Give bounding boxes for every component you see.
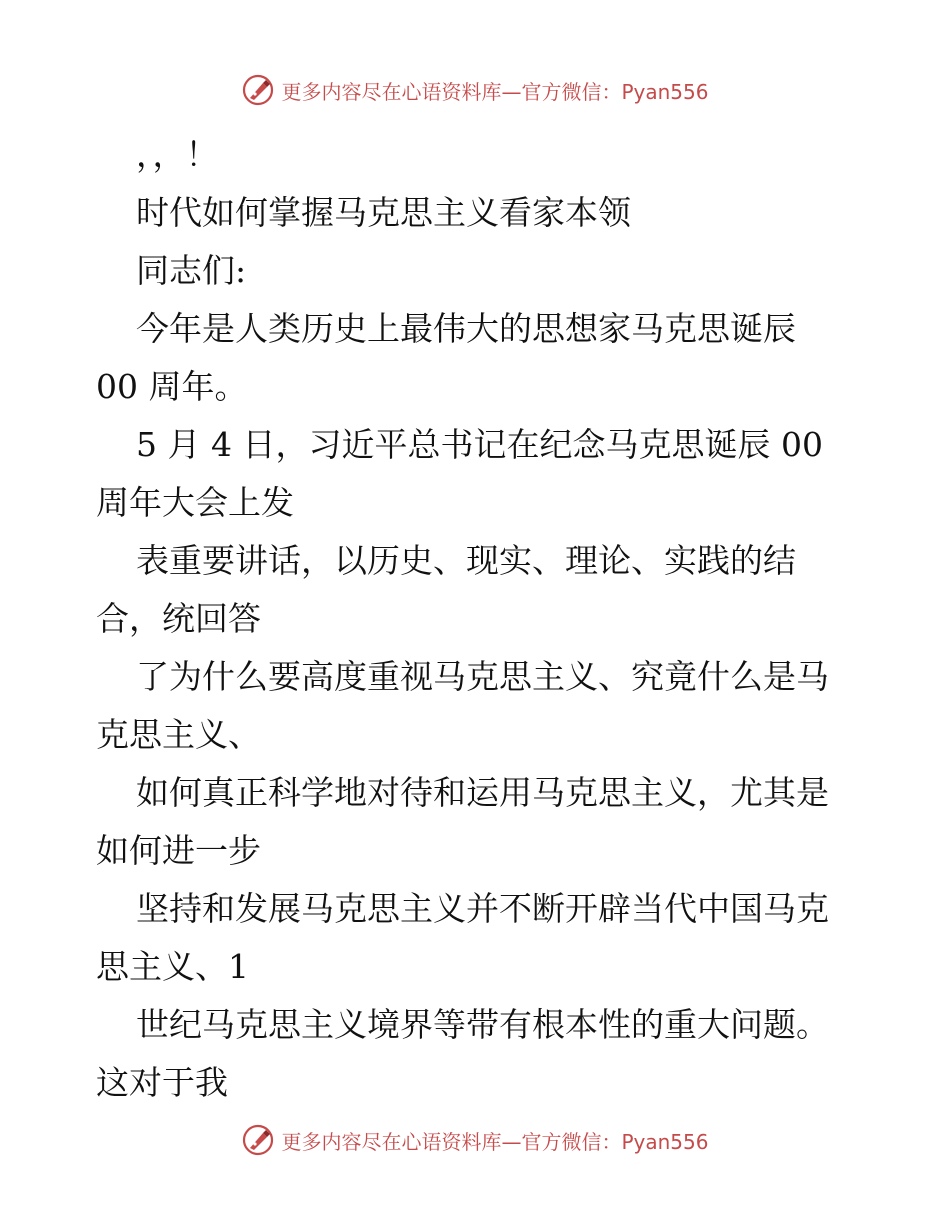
- header-watermark: [0, 70, 950, 110]
- text-line: 周年大会上发: [96, 483, 294, 522]
- document-title: 时代如何掌握马克思主义看家本领: [136, 193, 631, 232]
- pen-nib-logo-icon: [241, 1123, 275, 1157]
- salutation: 同志们:: [136, 251, 247, 290]
- text-line: 克思主义、: [96, 715, 261, 754]
- text-line: 如何进一步: [96, 831, 261, 870]
- watermark-text: 更多内容尽在心语资料库—官方微信：Pyan556: [281, 79, 709, 104]
- footer-watermark: [0, 1120, 950, 1160]
- text-line: 如何真正科学地对待和运用马克思主义，尤其是: [136, 773, 829, 812]
- text-line: 这对于我: [96, 1063, 228, 1102]
- text-line: 00 周年。: [96, 367, 248, 406]
- text-line: 5 月 4 日，习近平总书记在纪念马克思诞辰 00: [136, 425, 823, 464]
- text-line: 合，统回答: [96, 599, 261, 638]
- watermark-text: 更多内容尽在心语资料库—官方微信：Pyan556: [281, 1129, 709, 1154]
- text-line: 表重要讲话，以历史、现实、理论、实践的结: [136, 541, 796, 580]
- document-body: [96, 126, 866, 1112]
- text-line: 了为什么要高度重视马克思主义、究竟什么是马: [136, 657, 829, 696]
- text-line: 思主义、1: [96, 947, 249, 986]
- text-line: ，，！: [136, 135, 219, 174]
- pen-nib-logo-icon: [241, 73, 275, 107]
- text-line: 今年是人类历史上最伟大的思想家马克思诞辰: [136, 309, 796, 348]
- text-line: 世纪马克思主义境界等带有根本性的重大问题。: [136, 1005, 829, 1044]
- text-line: 坚持和发展马克思主义并不断开辟当代中国马克: [136, 889, 829, 928]
